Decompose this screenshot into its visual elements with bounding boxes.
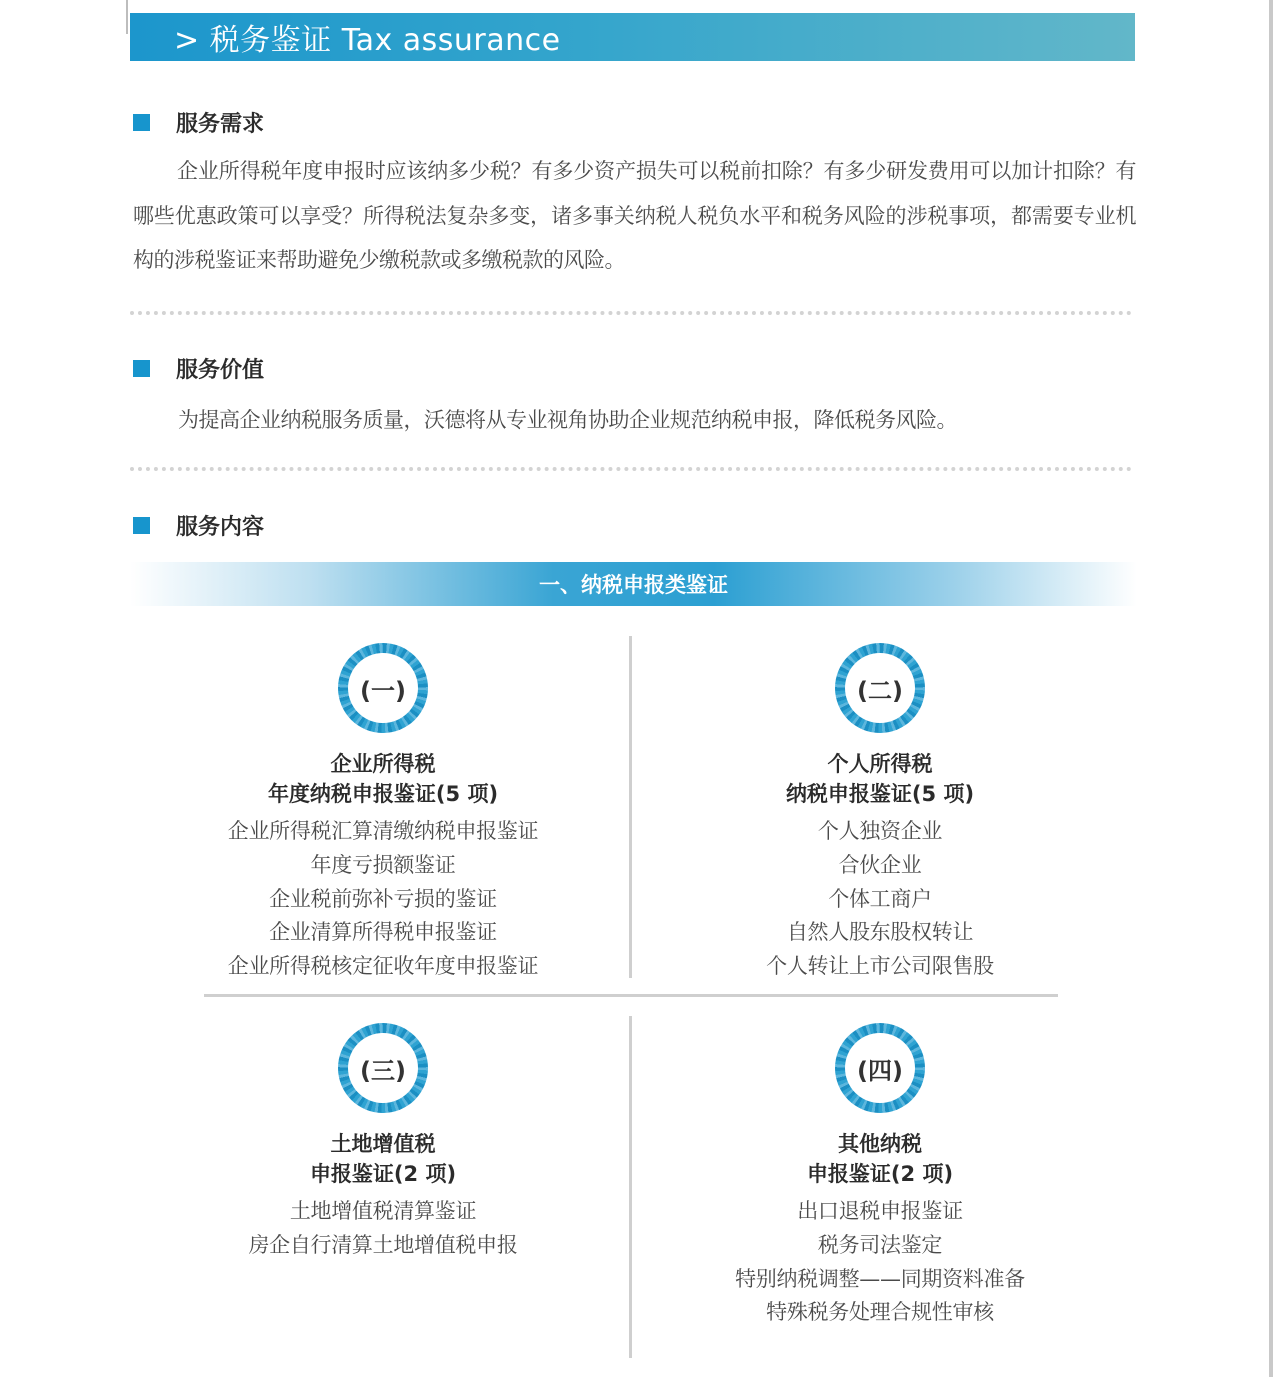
list-item: 个人独资企业 [817,819,943,843]
number-badge-icon [338,643,428,733]
list-item: 特殊税务处理合规性审核 [766,1300,994,1325]
quadrant-item-list [143,815,623,984]
number-badge-icon [835,643,925,733]
list-item: 年度亏损额鉴证 [310,852,456,877]
service-quadrant [143,643,623,984]
category-title: 一、纳税申报类鉴证 [539,573,728,597]
quadrant-title-line: 企业所得税 [330,752,436,776]
section-heading-value [133,353,264,384]
badge-label: (三) [348,1033,418,1103]
list-item: 出口退税申报鉴证 [797,1199,963,1223]
list-item: 税务司法鉴定 [817,1232,943,1257]
quadrant-item-list [640,1195,1120,1330]
section-title: 服务需求 [176,112,265,137]
quadrant-title [143,749,623,809]
vertical-divider [629,636,632,978]
list-item: 房企自行清算土地增值税申报 [248,1232,518,1257]
quadrant-title-line: 土地增值税 [330,1132,436,1156]
number-badge-icon [338,1023,428,1113]
page-title: > 税务鉴证 Tax assurance [174,23,561,58]
section-title: 服务内容 [176,515,265,540]
quadrant-title-line: 个人所得税 [827,752,933,776]
quadrant-title-line: 申报鉴证(2 项) [806,1162,954,1186]
quadrant-title-line: 其他纳税 [838,1132,922,1156]
badge-label: (四) [845,1033,915,1103]
list-item: 企业清算所得税申报鉴证 [269,920,497,945]
list-item: 企业所得税汇算清缴纳税申报鉴证 [227,819,539,843]
list-item: 自然人股东股权转让 [786,920,974,945]
quadrant-title-line: 纳税申报鉴证(5 项) [785,782,975,806]
list-item: 特别纳税调整——同期资料准备 [735,1266,1025,1291]
dotted-divider [130,311,1132,315]
number-badge-icon [835,1023,925,1113]
horizontal-divider [204,994,1058,997]
list-item: 个人转让上市公司限售股 [766,954,994,979]
quadrant-title-line: 年度纳税申报鉴证(5 项) [267,782,499,806]
value-paragraph: 为提高企业纳税服务质量，沃德将从专业视角协助企业规范纳税申报，降低税务风险。 [178,408,957,432]
service-quadrant [640,1023,1120,1330]
quadrant-item-list [143,1195,623,1263]
dotted-divider [130,467,1132,471]
page-tick [126,0,128,34]
section-title: 服务价值 [176,358,265,383]
list-item: 企业所得税核定征收年度申报鉴证 [227,954,539,979]
vertical-divider [629,1016,632,1358]
quadrant-title-line: 申报鉴证(2 项) [309,1162,457,1186]
square-bullet-icon [133,517,150,534]
demand-paragraph: 企业所得税年度申报时应该纳多少税？有多少资产损失可以税前扣除？有多少研发费用可以加计扣除？有哪些优惠政策可以享受？所得税法复杂多变，诸多事关纳税人税负水平和税务风险的涉税事项，都需要专业机构的涉税鉴证来帮助避免少缴税款或多缴税款的风险。 [133,159,1136,272]
list-item: 土地增值税清算鉴证 [289,1199,477,1223]
badge-label: (一) [348,653,418,723]
list-item: 个体工商户 [828,886,932,911]
square-bullet-icon [133,360,150,377]
section-heading-content [133,510,264,541]
section-heading-demand [133,107,264,138]
page-title-banner [130,13,1135,61]
page-edge [1269,0,1273,1377]
list-item: 合伙企业 [838,852,922,877]
quadrant-title [143,1129,623,1189]
list-item: 企业税前弥补亏损的鉴证 [269,886,497,911]
service-quadrant [143,1023,623,1263]
quadrant-title [640,749,1120,809]
service-quadrant [640,643,1120,984]
category-banner [130,562,1137,606]
quadrant-item-list [640,815,1120,984]
badge-label: (二) [845,653,915,723]
quadrant-title [640,1129,1120,1189]
square-bullet-icon [133,114,150,131]
